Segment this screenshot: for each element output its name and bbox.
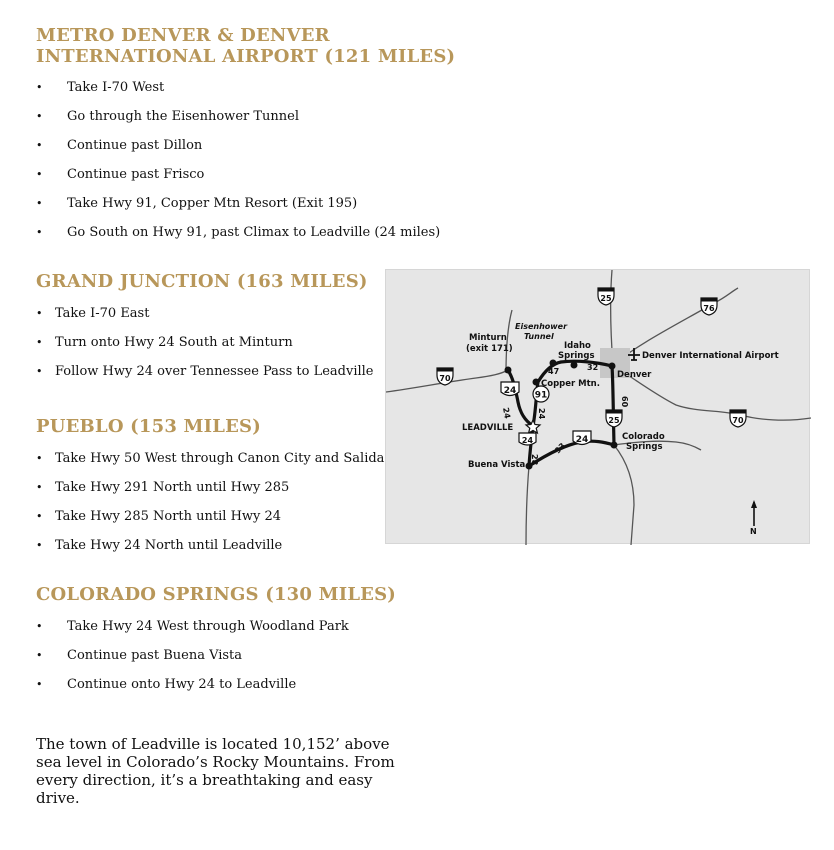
list-item-text: Follow Hwy 24 over Tennessee Pass to Leadville [55, 364, 374, 379]
directions-list-colorado-springs [36, 612, 349, 699]
denver-dot [609, 363, 616, 370]
place-label-colorado-springs: Springs [626, 442, 663, 452]
list-item [36, 328, 374, 357]
list-item [36, 299, 374, 328]
us-shield-24-leadville [519, 433, 536, 445]
svg-text:24: 24 [521, 436, 534, 445]
north-arrow-icon [750, 500, 757, 536]
place-label-leadville: LEADVILLE [462, 423, 514, 433]
place-label-minturn: Minturn [469, 333, 507, 343]
list-item-text: Take Hwy 291 North until Hwy 285 [55, 480, 290, 495]
road-label-24-left: 24 [501, 406, 512, 420]
closing-paragraph: The town of Leadville is located 10,152’ above sea level in Colorado’s Rocky Mountains. From every direction, it’s a breathtaking and easy drive. [36, 735, 395, 807]
list-item-text: Take Hwy 24 West through Woodland Park [67, 619, 349, 634]
us285-line [526, 466, 529, 545]
road-label-24-vertical: 24 [537, 408, 546, 420]
road-label-28: 28 [530, 454, 539, 466]
section-title-line: INTERNATIONAL AIRPORT (121 MILES) [36, 46, 456, 67]
minturn-north-line [506, 310, 512, 373]
bullet: • [36, 336, 43, 349]
list-item-text: Take Hwy 91, Copper Mtn Resort (Exit 195) [67, 196, 358, 211]
colorado-springs-dot [611, 442, 618, 449]
road-label-60: 60 [620, 396, 629, 408]
list-item [36, 444, 384, 473]
directions-list-metro-denver [36, 73, 440, 247]
us-shield-24-east [573, 431, 591, 445]
svg-text:70: 70 [439, 374, 451, 383]
bullet: • [36, 110, 43, 123]
bullet: • [36, 365, 43, 378]
list-item-text: Take Hwy 285 North until Hwy 24 [55, 509, 282, 524]
svg-text:70: 70 [732, 416, 744, 425]
bullet: • [36, 481, 43, 494]
section-title-pueblo [36, 416, 261, 437]
section-title-line: GRAND JUNCTION (163 MILES) [36, 271, 368, 292]
minturn-dot [505, 367, 512, 374]
list-item [36, 218, 440, 247]
list-item [36, 641, 349, 670]
route-map [385, 269, 810, 544]
route-map-svg [386, 270, 811, 545]
bullet: • [36, 168, 43, 181]
bullet: • [36, 620, 43, 633]
place-label-denver: Denver [617, 370, 652, 380]
list-item-text: Continue past Buena Vista [67, 648, 243, 663]
list-item [36, 670, 349, 699]
interstate-shield-i25-mid [606, 410, 622, 427]
list-item-text: Continue onto Hwy 24 to Leadville [67, 677, 297, 692]
idaho-springs-dot [571, 362, 578, 369]
section-title-grand-junction [36, 271, 368, 292]
list-item [36, 189, 440, 218]
svg-text:76: 76 [703, 304, 715, 313]
list-item-text: Continue past Dillon [67, 138, 203, 153]
list-item-text: Take Hwy 24 North until Leadville [55, 538, 283, 553]
section-title-line: COLORADO SPRINGS (130 MILES) [36, 584, 397, 605]
section-title-colorado-springs [36, 584, 396, 605]
list-item [36, 531, 384, 560]
list-item-text: Go South on Hwy 91, past Climax to Leadville (24 miles) [67, 225, 441, 240]
list-item [36, 102, 440, 131]
us-shield-24-minturn [501, 382, 519, 396]
section-title-metro-denver [36, 25, 455, 67]
road-label-32: 32 [587, 363, 599, 372]
place-label-copper-mtn: Copper Mtn. [541, 379, 600, 389]
bullet: • [36, 81, 43, 94]
bullet: • [36, 539, 43, 552]
place-label-buena-vista: Buena Vista [468, 460, 526, 470]
list-item-text: Continue past Frisco [67, 167, 205, 182]
interstate-shield-i70-east [730, 410, 746, 427]
bullet: • [36, 226, 43, 239]
bullet: • [36, 197, 43, 210]
svg-text:N: N [750, 527, 757, 536]
list-item [36, 612, 349, 641]
list-item [36, 73, 440, 102]
bullet: • [36, 307, 43, 320]
bullet: • [36, 452, 43, 465]
list-item-text: Go through the Eisenhower Tunnel [67, 109, 299, 124]
section-title-line: METRO DENVER & DENVER [36, 25, 330, 46]
directions-list-grand-junction [36, 299, 374, 386]
place-label-eisenhower: Eisenhower [515, 322, 568, 331]
svg-text:25: 25 [608, 416, 620, 425]
place-label-minturn-exit: (exit 171) [466, 344, 513, 354]
bullet: • [36, 649, 43, 662]
road-label-93: 93 [553, 441, 568, 456]
interstate-shield-i25-top [598, 288, 614, 305]
bullet: • [36, 510, 43, 523]
interstate-shield-i76 [701, 298, 717, 315]
place-label-tunnel: Tunnel [524, 332, 554, 341]
list-item [36, 357, 374, 386]
list-item [36, 131, 440, 160]
svg-text:91: 91 [534, 390, 548, 401]
list-item-text: Take Hwy 50 West through Canon City and Salida [55, 451, 385, 466]
list-item-text: Turn onto Hwy 24 South at Minturn [55, 335, 293, 350]
directions-list-pueblo [36, 444, 384, 560]
place-label-colorado: Colorado [622, 432, 665, 442]
list-item-text: Take I-70 West [67, 80, 165, 95]
copper-dot [533, 379, 540, 386]
svg-text:25: 25 [600, 294, 612, 303]
svg-text:24: 24 [503, 386, 517, 396]
svg-text:24: 24 [575, 435, 589, 445]
list-item [36, 502, 384, 531]
place-label-idaho: Idaho [564, 341, 591, 351]
list-item [36, 473, 384, 502]
place-label-dia: Denver International Airport [642, 351, 779, 361]
place-label-springs: Springs [558, 351, 595, 361]
i25-route-line [612, 366, 614, 445]
interstate-shield-i70-west [437, 368, 453, 385]
list-item-text: Take I-70 East [55, 306, 150, 321]
hwy24-east-route-line [529, 441, 614, 466]
list-item [36, 160, 440, 189]
bullet: • [36, 678, 43, 691]
road-label-47: 47 [548, 367, 560, 376]
i25-south-line [614, 445, 634, 545]
section-title-line: PUEBLO (153 MILES) [36, 416, 261, 437]
bullet: • [36, 139, 43, 152]
eisenhower-dot [550, 360, 557, 367]
